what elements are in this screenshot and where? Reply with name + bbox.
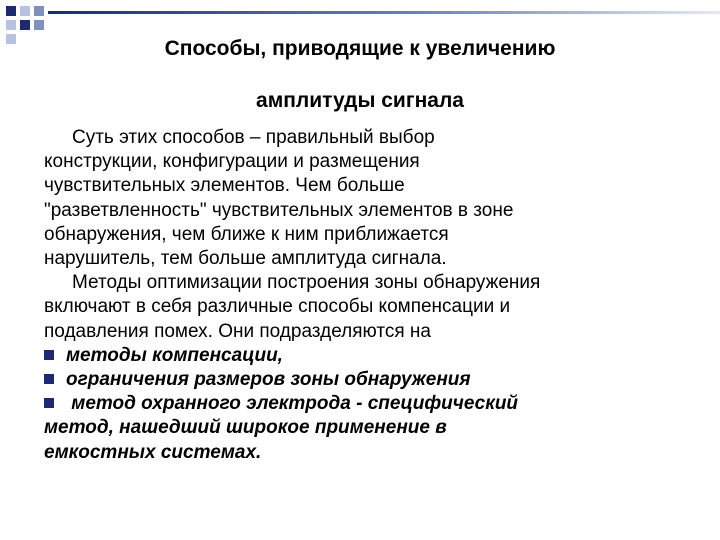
slide-title-line-2: амплитуды сигнала bbox=[256, 89, 464, 112]
header-rule bbox=[48, 11, 720, 14]
corner-square-mid-1 bbox=[34, 6, 44, 16]
bullet-text: метод охранного электрода - специфический bbox=[66, 393, 519, 415]
bullet-continuation: метод, нашедший широкое применение в bbox=[44, 417, 447, 439]
bullet-item bbox=[44, 368, 714, 392]
paragraph-1-line: нарушитель, тем больше амплитуда сигнала. bbox=[44, 248, 447, 270]
corner-square-dark-1 bbox=[6, 6, 16, 16]
paragraph-1-line: "разветвленность" чувствительных элементов в зоне bbox=[44, 199, 514, 221]
bullet-text: ограничения размеров зоны обнаружения bbox=[66, 369, 471, 391]
paragraph-1-line: обнаружения, чем ближе к ним приближается bbox=[44, 223, 449, 245]
corner-square-light-1 bbox=[20, 6, 30, 16]
paragraph-1-line: Суть этих способов – правильный выбор bbox=[72, 127, 435, 148]
corner-square-light-2 bbox=[6, 20, 16, 30]
corner-square-mid-2 bbox=[34, 20, 44, 30]
bullet-text: методы компенсации, bbox=[66, 344, 283, 366]
bullet-continuation: емкостных системах. bbox=[44, 441, 262, 463]
bullet-item bbox=[44, 392, 714, 416]
corner-square-dark-2 bbox=[20, 20, 30, 30]
paragraph-2-line: включают в себя различные способы компенсации и bbox=[44, 296, 511, 318]
paragraph-1-line: конструкции, конфигурации и размещения bbox=[44, 151, 420, 173]
paragraph-1 bbox=[44, 126, 714, 271]
corner-square-light-3 bbox=[6, 34, 16, 44]
slide-body bbox=[44, 126, 714, 465]
slide-title-line-1: Способы, приводящие к увеличению bbox=[164, 37, 556, 60]
bullet-square-icon bbox=[44, 374, 54, 384]
bullet-square-icon bbox=[44, 350, 54, 360]
bullet-item bbox=[44, 344, 714, 368]
paragraph-1-line: чувствительных элементов. Чем больше bbox=[44, 175, 405, 197]
paragraph-2-line: Методы оптимизации построения зоны обнаружения bbox=[72, 272, 541, 294]
paragraph-2-line: подавления помех. Они подразделяются на bbox=[44, 320, 431, 342]
bullet-square-icon bbox=[44, 398, 54, 408]
paragraph-2 bbox=[44, 271, 714, 344]
